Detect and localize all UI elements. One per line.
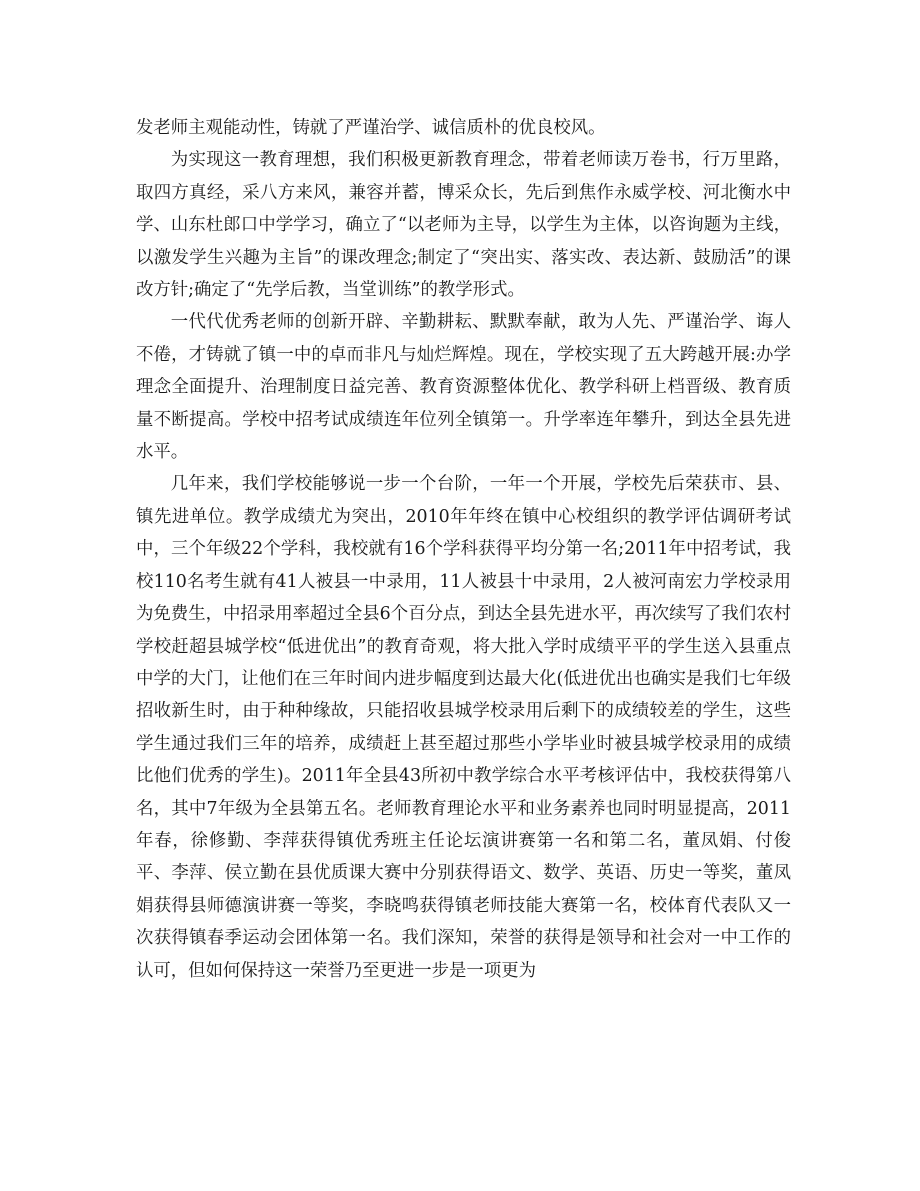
paragraph-school-results: 几年来，我们学校能够说一步一个台阶，一年一个开展，学校先后荣获市、县、镇先进单位。教学成绩尤为突出，2010年年终在镇中心校组织的教学评估调研考试中，三个年级22个学科，我校就有16个学科获得平均分第一名;2011年中招考试，我校110名考生就有41人被县一中录用，11人被县十中录用，2人被河南宏力学校录用为免费生，中招录用率超过全县6个百分点，到达全县先进水平，再次续写了我们农村学校赶超县城学校“低进优出”的教育奇观，将大批入学时成绩平平的学生送入县重点中学的大门，让他们在三年时间内进步幅度到达最大化(低进优出也确实是我们七年级招收新生时，由于种种缘故，只能招收县城学校录用后剩下的成绩较差的学生，这些学生通过我们三年的培养，成绩赶上甚至超过那些小学毕业时被县城学校录用的成绩比他们优秀的学生)。2011年全县43所初中教学综合水平考核评估中，我校获得第八名，其中7年级为全县第五名。老师教育理论水平和业务素养也同时明显提高，2011年春，徐修勤、李萍获得镇优秀班主任论坛演讲赛第一名和第二名，董凤娟、付俊平、李萍、侯立勤在县优质课大赛中分别获得语文、数学、英语、历史一等奖，董凤娟获得县师德演讲赛一等奖，李晓鸣获得镇老师技能大赛第一名，校体育代表队又一次获得镇春季运动会团体第一名。我们深知，荣誉的获得是领导和社会对一中工作的认可，但如何保持这一荣誉乃至更进一步是一项更为 [136, 474, 791, 981]
document-body [136, 112, 791, 987]
paragraph-education-reform: 为实现这一教育理想，我们积极更新教育理念，带着老师读万卷书，行万里路，取四方真经，采八方来风，兼容并蓄，博采众长，先后到焦作永威学校、河北衡水中学、山东杜郎口中学学习，确立了“以老师为主导，以学生为主体，以咨询题为主线，以激发学生兴趣为主旨”的课改理念;制定了“突出实、落实改、表达新、鼓励活”的课改方针;确定了“先学后教，当堂训练”的教学形式。 [136, 150, 791, 301]
paragraph-continued: 发老师主观能动性，铸就了严谨治学、诚信质朴的优良校风。 [136, 118, 606, 138]
paragraph-teacher-achievement: 一代代优秀老师的创新开辟、辛勤耕耘、默默奉献，敢为人先、严谨治学、诲人不倦，才铸就了镇一中的卓而非凡与灿烂辉煌。现在，学校实现了五大跨越开展:办学理念全面提升、治理制度日益完善、教育资源整体优化、教学科研上档晋级、教育质量不断提高。学校中招考试成绩连年位列全镇第一。升学率连年攀升，到达全县先进水平。 [136, 312, 791, 463]
